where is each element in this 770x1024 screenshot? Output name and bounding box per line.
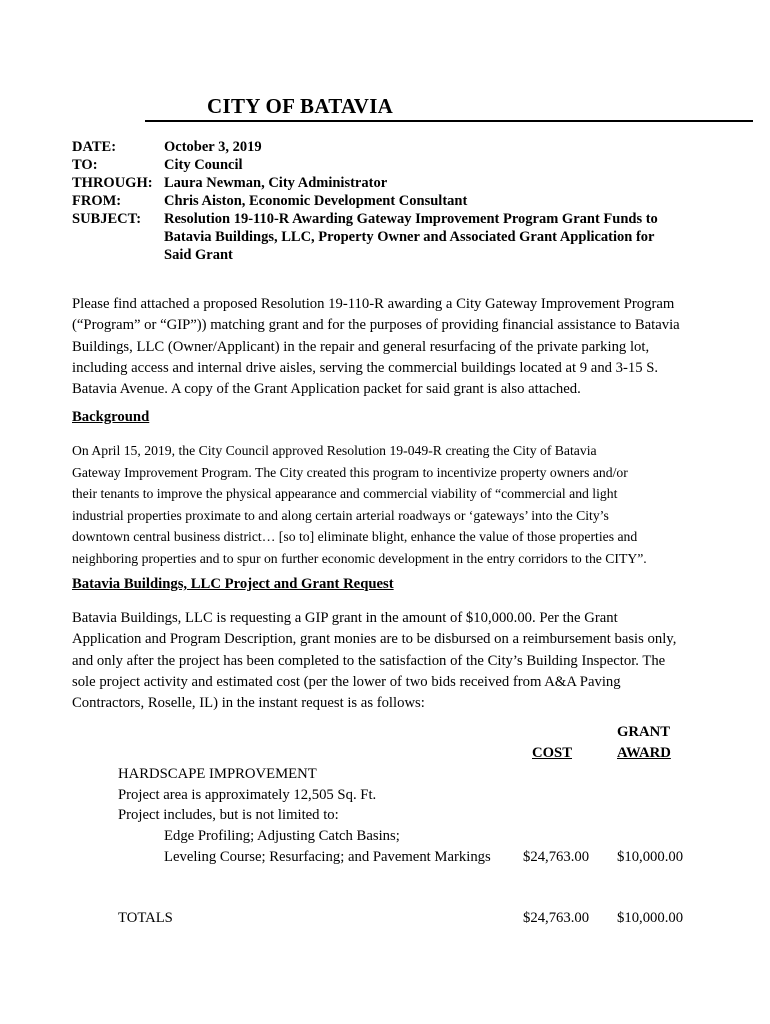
text-line: Application and Program Description, grant monies are to be disbursed on a reimbursement basis only, <box>72 631 677 648</box>
memo-from-value: Chris Aiston, Economic Development Consultant <box>164 193 468 209</box>
memo-to-value: City Council <box>164 157 243 173</box>
memo-through-value: Laura Newman, City Administrator <box>164 175 388 191</box>
text-line: industrial properties proximate to and along certain arterial roadways or ‘gateways’ into the City’s <box>72 507 609 523</box>
item-title: HARDSCAPE IMPROVEMENT <box>118 766 317 782</box>
text-line: and only after the project has been completed to the satisfaction of the City’s Building Inspector. The <box>72 652 666 669</box>
text-line: sole project activity and estimated cost (per the lower of two bids received from A&A Paving <box>72 673 621 690</box>
memo-header <box>72 138 712 264</box>
project-heading: Batavia Buildings, LLC Project and Grant Request <box>72 576 394 592</box>
cost-column-header: COST <box>532 745 572 761</box>
project-paragraph <box>72 608 704 714</box>
title-rule <box>145 93 753 122</box>
background-heading: Background <box>72 409 150 425</box>
memo-from-row <box>72 192 712 210</box>
memo-date-label: DATE: <box>72 139 117 155</box>
item-includes: Project includes, but is not limited to: <box>118 807 339 823</box>
memo-through-row <box>72 174 712 192</box>
totals-label: TOTALS <box>118 910 173 926</box>
text-line: Contractors, Roselle, IL) in the instant request is as follows: <box>72 695 425 712</box>
memo-subject-line: Said Grant <box>164 247 233 263</box>
text-line: including access and internal drive aisles, serving the commercial buildings located at 9 and 3-15 S. <box>72 359 659 376</box>
memo-to-row <box>72 156 712 174</box>
totals-cost: $24,763.00 <box>523 910 590 926</box>
memo-to-label: TO: <box>72 157 98 173</box>
text-line: Please find attached a proposed Resolution 19-110-R awarding a City Gateway Improvement Program <box>72 296 675 312</box>
text-line: downtown central business district… [so to] eliminate blight, enhance the value of those properties and <box>72 529 638 544</box>
totals-award: $10,000.00 <box>617 910 684 926</box>
text-line: neighboring properties and to spur on further economic development in the entry corridors to the CITY”. <box>72 550 647 566</box>
item-detail: Edge Profiling; Adjusting Catch Basins; <box>164 828 400 844</box>
intro-paragraph <box>72 294 704 400</box>
memo-through-label: THROUGH: <box>72 175 153 191</box>
grant-column-header: GRANT <box>617 724 671 740</box>
item-detail: Leveling Course; Resurfacing; and Pavement Markings <box>164 849 491 865</box>
memo-subject-line: Resolution 19-110-R Awarding Gateway Improvement Program Grant Funds to <box>164 211 658 227</box>
item-cost: $24,763.00 <box>523 849 590 865</box>
item-area: Project area is approximately 12,505 Sq. Ft. <box>118 787 377 803</box>
background-paragraph <box>72 440 704 569</box>
text-line: Batavia Buildings, LLC is requesting a GIP grant in the amount of $10,000.00. Per the Grant <box>72 610 618 626</box>
text-line: their tenants to improve the physical appearance and commercial viability of “commercial and light <box>72 486 618 501</box>
memo-subject-line: Batavia Buildings, LLC, Property Owner and Associated Grant Application for <box>164 229 655 245</box>
memo-date-value: October 3, 2019 <box>164 139 262 155</box>
text-line: (“Program” or “GIP”)) matching grant and for the purposes of providing financial assistance to Batavia <box>72 317 680 334</box>
text-line: Gateway Improvement Program. The City created this program to incentivize property owners and/or <box>72 464 628 480</box>
memo-subject-label: SUBJECT: <box>72 211 142 227</box>
text-line: Batavia Avenue. A copy of the Grant Application packet for said grant is also attached. <box>72 381 581 398</box>
award-column-header: AWARD <box>617 745 671 761</box>
item-award: $10,000.00 <box>617 849 684 865</box>
memo-date-row <box>72 138 712 156</box>
page-title: CITY OF BATAVIA <box>207 94 394 118</box>
text-line: On April 15, 2019, the City Council approved Resolution 19-049-R creating the City of Batavia <box>72 443 597 458</box>
text-line: Buildings, LLC (Owner/Applicant) in the repair and general resurfacing of the private parking lot, <box>72 338 650 355</box>
memo-subject-row <box>72 210 712 264</box>
memo-from-label: FROM: <box>72 193 122 209</box>
